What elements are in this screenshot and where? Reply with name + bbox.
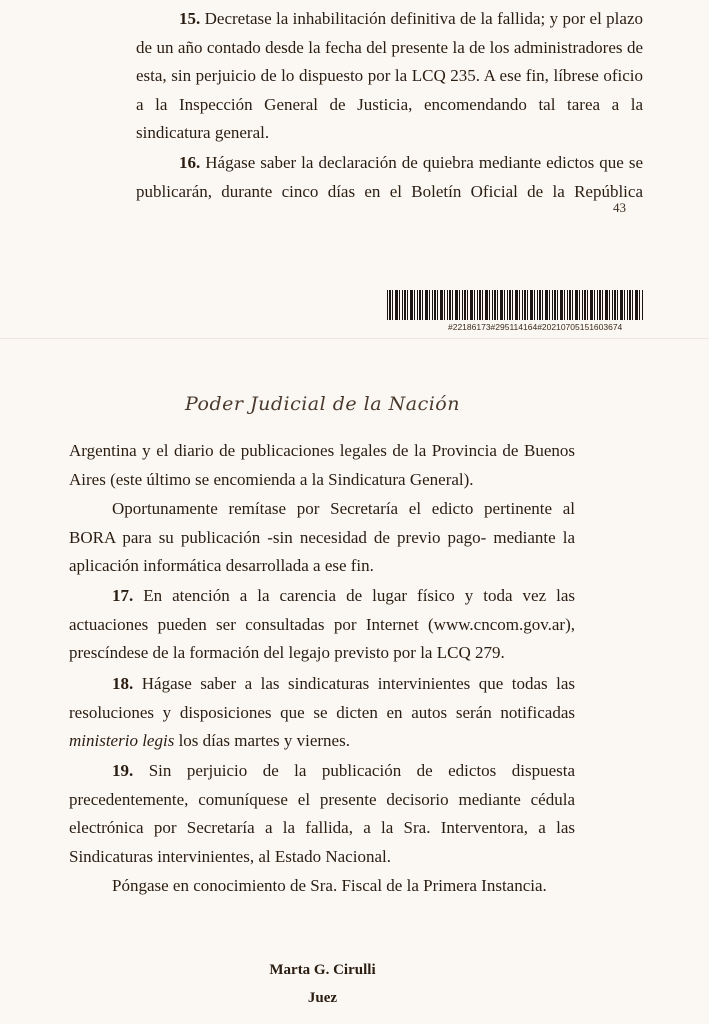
paragraph-17 — [69, 582, 575, 668]
paragraph-18 — [69, 670, 575, 756]
paragraph-number: 15. — [179, 9, 201, 28]
barcode — [387, 290, 643, 320]
barcode-number: #22186173#295114164#20210705151603674 — [448, 322, 623, 332]
paragraph-number: 18. — [112, 674, 134, 693]
paragraph-16 — [136, 149, 643, 206]
paragraph-15 — [136, 5, 643, 148]
paragraph-fiscal: Póngase en conocimiento de Sra. Fiscal de la Primera Instancia. — [112, 876, 547, 895]
paragraph-19 — [69, 757, 575, 871]
signature-name: Marta G. Cirulli — [269, 962, 376, 978]
court-header: Poder Judicial de la Nación — [185, 393, 460, 415]
page-number: 43 — [613, 200, 626, 215]
paragraph-number: 17. — [112, 586, 134, 605]
signature-title: Juez — [307, 990, 338, 1006]
paragraph-text: Decretase la inhabilitación definitiva de la fallida; y por el plazo de un año contado desde la fecha del presente la de los administradores de esta, sin perjuicio de lo dispuesto por la LCQ 235. A ese fin, líbrese oficio a la Inspección General de Justicia, encomendando tal tarea a la sindicatura general. — [136, 9, 643, 143]
paragraph-text: Hágase saber a las sindicaturas intervinientes que todas las resoluciones y disposiciones que se dicten en autos serán notificadas — [69, 674, 576, 722]
italic-term: ministerio legis — [69, 731, 175, 751]
paragraph-text-end: los días martes y viernes. — [178, 731, 350, 751]
paragraph-text: Hágase saber la declaración de quiebra mediante edictos que se publicarán, durante cinco días en el Boletín Oficial de la República — [136, 153, 644, 201]
paragraph-continuation: Argentina y el diario de publicaciones legales de la Provincia de Buenos Aires (este último se encomienda a la Sindicatura General). — [69, 441, 575, 489]
paragraph-bora: Oportunamente remítase por Secretaría el edicto pertinente al BORA para su publicación -sin necesidad de previo pago- mediante la aplicación informática desarrollada a ese fin. — [69, 499, 575, 576]
paragraph-text: En atención a la carencia de lugar físico y toda vez las actuaciones pueden ser consultadas por Internet (www.cncom.gov.ar), prescíndese de la formación del legajo previsto por la LCQ 279. — [69, 586, 576, 663]
paragraph-number: 16. — [179, 153, 201, 172]
paragraph-text: Sin perjuicio de la publicación de edictos dispuesta precedentemente, comuníquese el presente decisorio mediante cédula electrónica por Secretaría a la fallida, a la Sra. Interventora, a las Sindicaturas intervinientes, al Estado Nacional. — [69, 761, 576, 866]
previous-page — [0, 0, 709, 339]
paragraph-number: 19. — [112, 761, 134, 780]
